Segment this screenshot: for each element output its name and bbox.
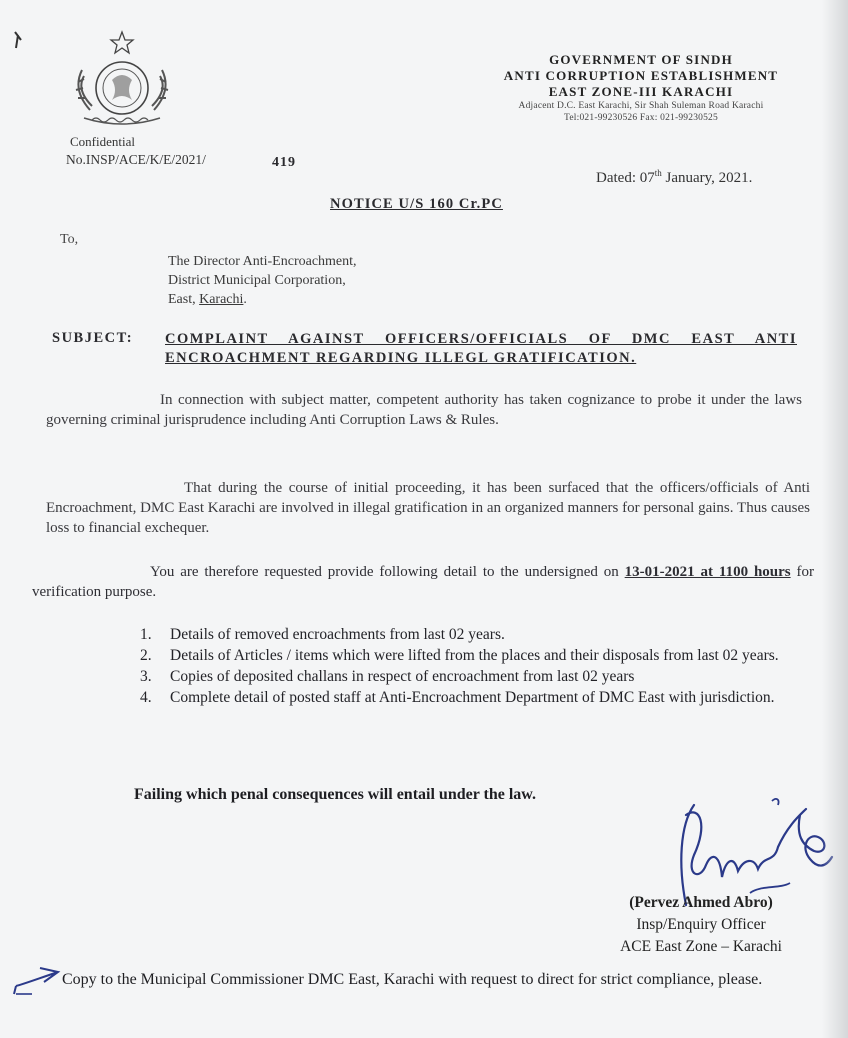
pen-mark-icon bbox=[12, 30, 26, 50]
letter-date: Dated: 07th January, 2021. bbox=[596, 168, 753, 186]
paragraph-1: In connection with subject matter, competent authority has taken cognizance to probe it under the laws governing criminal jurisprudence including Anti Corruption Laws & Rules. bbox=[46, 392, 802, 428]
appearance-date: 13-01-2021 at 1100 hours bbox=[624, 564, 791, 580]
header-line-2: ANTI CORRUPTION ESTABLISHMENT bbox=[503, 68, 779, 83]
recipient-line-2: District Municipal Corporation, bbox=[168, 273, 346, 288]
list-item: 2. Details of Articles / items which were lifted from the places and their disposals from last 02 years. bbox=[140, 647, 779, 664]
reference-serial: 419 bbox=[272, 155, 296, 170]
arrow-bullet-icon bbox=[10, 964, 64, 1000]
page-edge-shadow bbox=[822, 0, 848, 1038]
header-line-3: EAST ZONE-III KARACHI bbox=[548, 84, 734, 99]
signatory-office: ACE East Zone – Karachi bbox=[620, 938, 782, 955]
reference-number: No.INSP/ACE/K/E/2021/ bbox=[66, 152, 206, 167]
to-label: To, bbox=[60, 232, 79, 247]
header-line-1: GOVERNMENT OF SINDH bbox=[549, 52, 733, 67]
office-header bbox=[476, 52, 806, 124]
sindh-government-emblem-icon bbox=[62, 30, 182, 130]
signatory-name: (Pervez Ahmed Abro) bbox=[629, 894, 773, 911]
confidential-label: Confidential bbox=[70, 134, 135, 149]
header-address: Adjacent D.C. East Karachi, Sir Shah Suleman Road Karachi bbox=[518, 101, 764, 111]
recipient-address bbox=[168, 252, 428, 309]
list-item: 4. Complete detail of posted staff at Anti-Encroachment Department of DMC East with jurisdiction. bbox=[140, 689, 775, 706]
header-contact: Tel:021-99230526 Fax: 021-99230525 bbox=[564, 113, 718, 123]
requested-details-list bbox=[140, 624, 826, 708]
paragraph-3: You are therefore requested provide following detail to the undersigned on 13-01-2021 at 1100 hours for verification purpose. bbox=[32, 564, 814, 600]
recipient-line-3: East, Karachi. bbox=[168, 292, 247, 307]
signatory-designation: Insp/Enquiry Officer bbox=[636, 916, 766, 933]
recipient-line-1: The Director Anti-Encroachment, bbox=[168, 254, 357, 269]
list-item: 3. Copies of deposited challans in respect of encroachment from last 02 years bbox=[140, 668, 635, 685]
subject-label: SUBJECT: bbox=[52, 330, 134, 346]
list-item: 1. Details of removed encroachments from last 02 years. bbox=[140, 626, 505, 643]
subject-text: COMPLAINT AGAINST OFFICERS/OFFICIALS OF DMC EAST ANTI ENCROACHMENT REGARDING ILLEGL GRATIFICATION. bbox=[165, 331, 797, 366]
copy-to-note: Copy to the Municipal Commissioner DMC East, Karachi with request to direct for strict compliance, please. bbox=[62, 971, 763, 988]
signatory-block bbox=[586, 892, 816, 958]
paragraph-2: That during the course of initial proceeding, it has been surfaced that the officers/officials of Anti Encroachment, DMC East Karachi are involved in illegal gratification in an organized manners for personal gains. Thus causes loss to financial exchequer. bbox=[46, 480, 810, 536]
notice-title: NOTICE U/S 160 Cr.PC bbox=[330, 196, 503, 212]
warning-statement: Failing which penal consequences will entail under the law. bbox=[134, 786, 536, 803]
